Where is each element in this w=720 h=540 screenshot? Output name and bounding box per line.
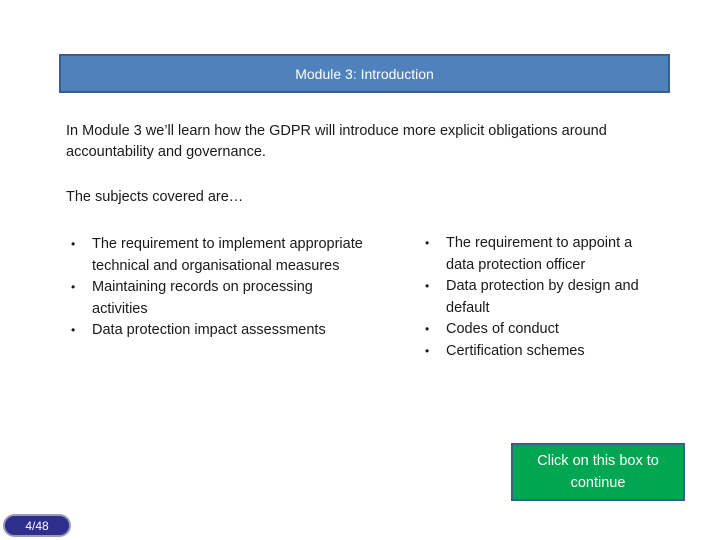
list-item-text: Data protection impact assessments	[92, 322, 326, 338]
list-item-text: Codes of conduct	[446, 321, 559, 337]
list-item-text: The requirement to implement appropriate technical and organisational measures	[92, 236, 363, 274]
intro-paragraph: In Module 3 we’ll learn how the GDPR will introduce more explicit obligations around accountability and governance.	[66, 123, 607, 160]
list-item-text: Maintaining records on processing activities	[92, 279, 313, 317]
list-item	[420, 319, 650, 341]
list-item	[66, 277, 366, 320]
list-item	[66, 320, 366, 342]
continue-button[interactable]: Click on this box to continue	[511, 443, 685, 501]
list-item	[420, 276, 650, 319]
bullet-icon: •	[425, 279, 430, 293]
bullet-icon: •	[71, 237, 76, 251]
bullet-icon: •	[425, 322, 430, 336]
bullet-icon: •	[425, 236, 430, 250]
bullet-icon: •	[71, 323, 76, 337]
module-title-bar	[59, 54, 670, 93]
list-item	[420, 341, 650, 363]
subjects-heading: The subjects covered are…	[66, 189, 244, 205]
bullet-icon: •	[425, 343, 430, 358]
page-counter-badge: 4/48	[3, 514, 71, 537]
subjects-list-right	[420, 233, 650, 362]
list-item-text: Certification schemes	[446, 342, 585, 359]
list-item	[420, 233, 650, 276]
page-title: Module 3: Introduction	[295, 65, 434, 82]
list-item	[66, 234, 366, 277]
bullet-icon: •	[71, 280, 76, 294]
list-item-text: The requirement to appoint a data protection officer	[446, 235, 633, 273]
list-item-text: Data protection by design and default	[446, 278, 639, 316]
subjects-list-left	[66, 234, 366, 342]
